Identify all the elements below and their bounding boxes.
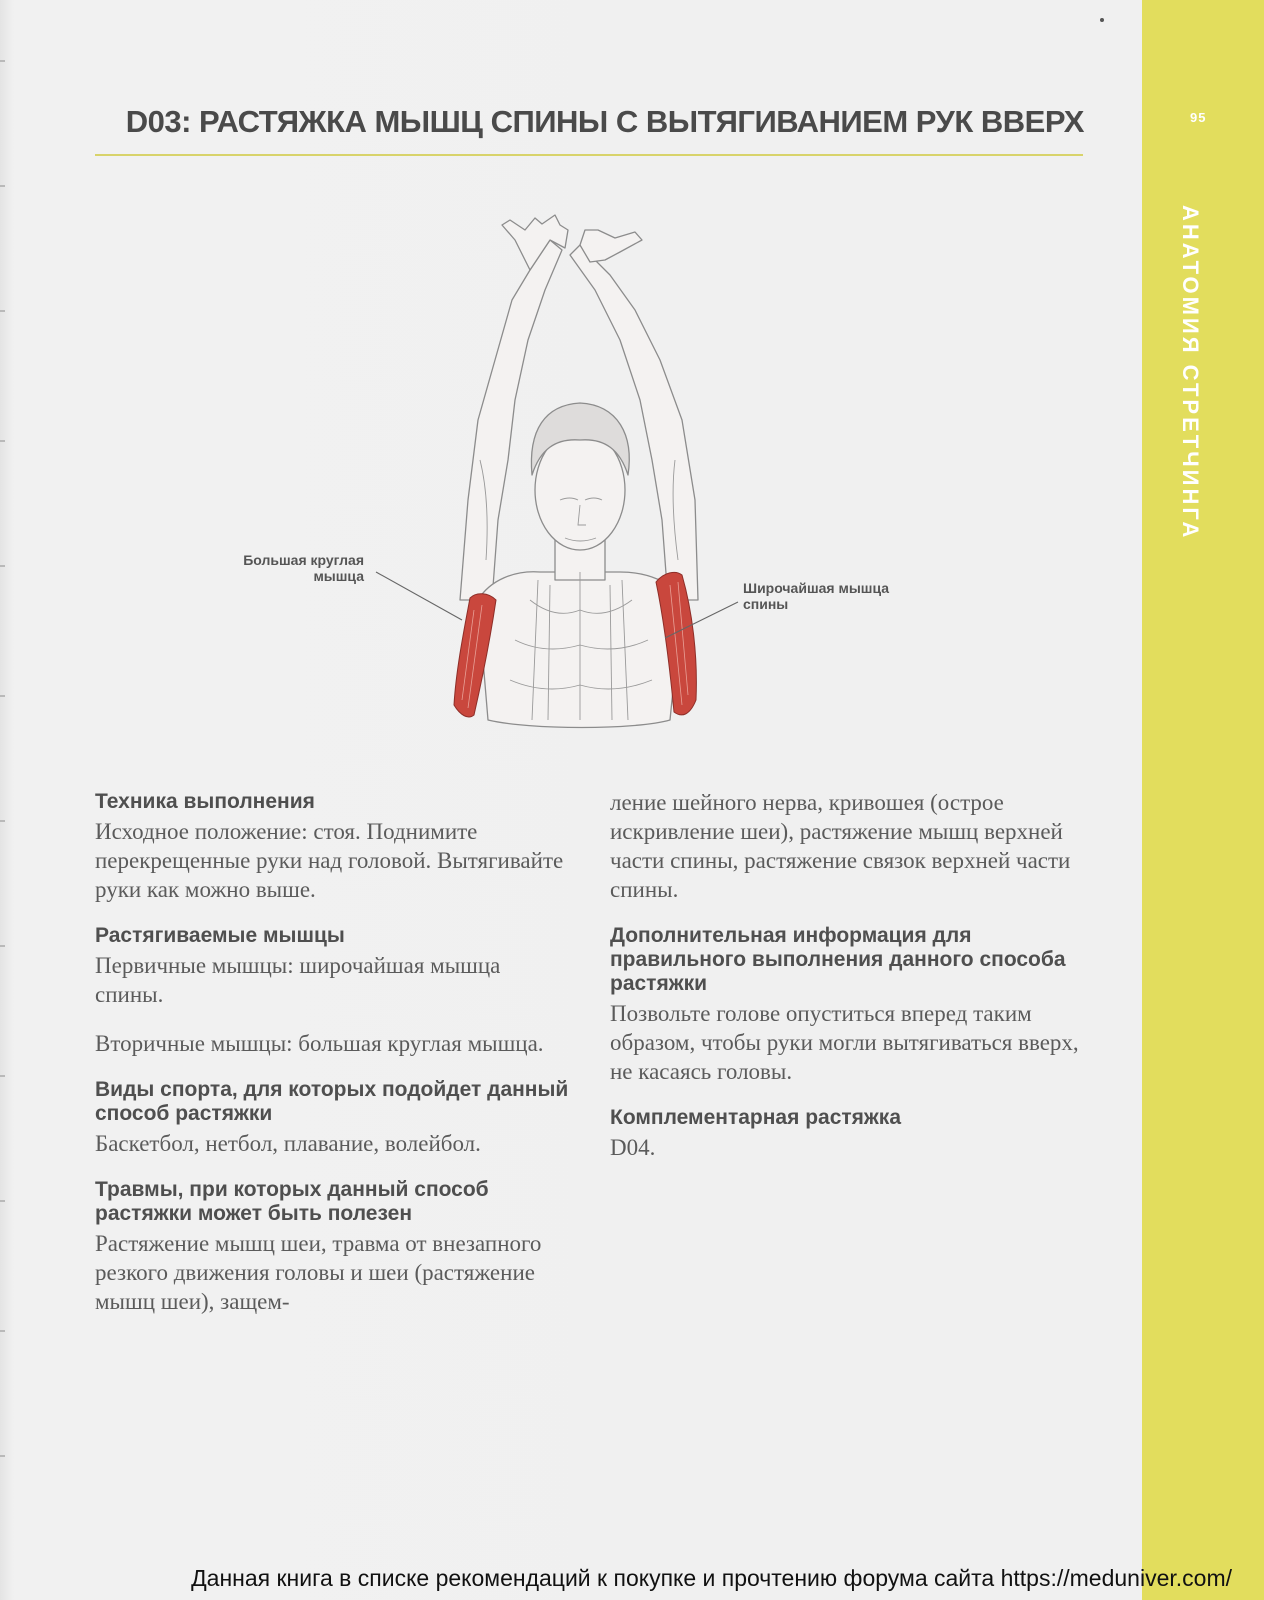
chapter-title: АНАТОМИЯ СТРЕТЧИНГА	[1178, 205, 1203, 541]
complementary-text: D04.	[610, 1135, 656, 1160]
anatomy-illustration	[420, 200, 740, 750]
sports-text: Баскетбол, нетбол, плавание, волейбол.	[95, 1131, 481, 1156]
right-column	[610, 790, 1085, 1182]
footer-notice: Данная книга в списке рекомендаций к покупке и прочтению форума сайта https://meduniver.com/	[191, 1565, 1232, 1591]
muscles-primary: Первичные мышцы: широчайшая мышца спины.	[95, 953, 501, 1007]
page-number: 95	[1190, 110, 1207, 125]
title-underline	[95, 154, 1083, 156]
additional-info-text: Позвольте голове опуститься вперед таким образом, чтобы руки могли вытягиваться вверх, не касаясь головы.	[610, 1001, 1079, 1084]
muscles-heading: Растягиваемые мышцы	[95, 924, 345, 947]
label-latissimus-dorsi: Широчайшая мышца спины	[743, 580, 890, 612]
print-speck	[1100, 18, 1104, 22]
injuries-heading: Травмы, при которых данный способ растяжки может быть полезен	[95, 1178, 489, 1225]
left-hand	[502, 215, 568, 270]
chapter-side-band	[1142, 0, 1264, 1600]
sports-heading: Виды спорта, для которых подойдет данный способ растяжки	[95, 1078, 569, 1125]
injuries-text: Растяжение мышц шеи, травма от внезапного резкого движения головы и шеи (растяжение мышц шеи), защем-	[95, 1231, 542, 1314]
additional-info-heading: Дополнительная информация для правильного выполнения данного способа растяжки	[610, 924, 1066, 995]
label-teres-major: Большая круглая мышца	[243, 552, 364, 584]
technique-text: Исходное положение: стоя. Поднимите перекрещенные руки над головой. Вытягивайте руки как можно выше.	[95, 819, 564, 902]
injuries-continued: ление шейного нерва, кривошея (острое искривление шеи), растяжение мышц верхней части спины, растяжение связок верхней части спины.	[610, 790, 1071, 902]
left-column	[95, 790, 570, 1336]
right-hand	[580, 230, 642, 262]
muscles-secondary: Вторичные мышцы: большая круглая мышца.	[95, 1031, 544, 1056]
complementary-heading: Комплементарная растяжка	[610, 1106, 901, 1129]
page-title: D03: РАСТЯЖКА МЫШЦ СПИНЫ С ВЫТЯГИВАНИЕМ РУК ВВЕРХ	[125, 104, 1084, 139]
technique-heading: Техника выполнения	[95, 790, 315, 813]
